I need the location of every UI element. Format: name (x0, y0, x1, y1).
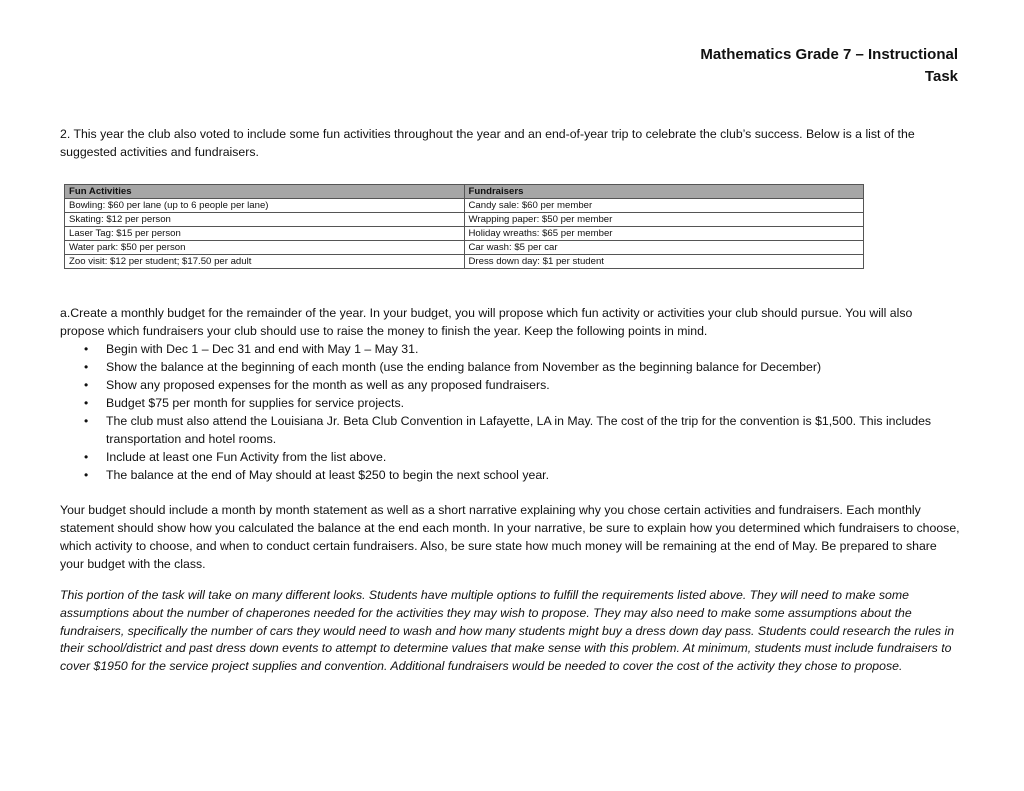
list-item-text: The balance at the end of May should at least $250 to begin the next school year. (106, 468, 549, 482)
bullet-icon: • (84, 342, 89, 356)
column-header-fundraisers: Fundraisers (464, 185, 864, 199)
list-item (60, 340, 946, 358)
bullet-icon: • (84, 414, 89, 428)
table-cell: Skating: $12 per person (65, 213, 465, 227)
table-cell: Zoo visit: $12 per student; $17.50 per adult (65, 255, 465, 269)
table-row (65, 241, 864, 255)
teacher-guidance-paragraph: This portion of the task will take on many different looks. Students have multiple options to fulfill the requirements listed above. They will need to make some assumptions about the number of chaperones needed for the activities they may wish to propose. They may also need to make some assumptions about the fundraisers, specifically the number of cars they would need to wash and how many students might buy a dress down day pass. Students could research the rules in their school/district and past dress down events to attempt to determine values that make sense with this problem. At minimum, students must include fundraisers to cover $1950 for the service project supplies and convention. Additional fundraisers would be needed to cover the cost of the activity they chose to propose. (60, 588, 955, 674)
table-row (65, 213, 864, 227)
bullet-icon: • (84, 468, 89, 482)
table-cell: Car wash: $5 per car (464, 241, 864, 255)
list-item-text: Show any proposed expenses for the month as well as any proposed fundraisers. (106, 378, 550, 392)
bullet-icon: • (84, 360, 89, 374)
header-title-line1: Mathematics Grade 7 – Instructional (700, 46, 958, 63)
bullet-icon: • (84, 378, 89, 392)
bullet-icon: • (84, 450, 89, 464)
list-item-text: Budget $75 per month for supplies for service projects. (106, 396, 405, 410)
list-item (60, 412, 946, 448)
table-cell: Laser Tag: $15 per person (65, 227, 465, 241)
table-header-row (65, 185, 864, 199)
list-item-text: Begin with Dec 1 – Dec 31 and end with May 1 – May 31. (106, 342, 419, 356)
narrative-paragraph: Your budget should include a month by month statement as well as a short narrative explaining why you chose certain activities and fundraisers. Each monthly statement should show how you calculated the balance at the end each month. In your narrative, be sure to explain how you determined which fundraisers to choose, which activity to choose, and when to conduct certain fundraisers. Also, be sure state how much money will be remaining at the end of May. Be prepared to share your budget with the class. (60, 503, 960, 571)
table-cell: Candy sale: $60 per member (464, 199, 864, 213)
list-item (60, 394, 946, 412)
table-row (65, 255, 864, 269)
intro-paragraph: 2. This year the club also voted to include some fun activities throughout the year and an end-of-year trip to celebrate the club’s success. Below is a list of the suggested activities and fundraisers. (60, 127, 915, 159)
list-item (60, 466, 946, 484)
table-cell: Bowling: $60 per lane (up to 6 people per lane) (65, 199, 465, 213)
table-cell: Wrapping paper: $50 per member (464, 213, 864, 227)
table-row (65, 199, 864, 213)
table-cell: Dress down day: $1 per student (464, 255, 864, 269)
requirements-list (60, 340, 960, 484)
column-header-fun-activities: Fun Activities (65, 185, 465, 199)
part-a-section (60, 304, 960, 484)
table-row (65, 227, 864, 241)
list-item (60, 448, 946, 466)
list-item (60, 376, 946, 394)
page-header (628, 44, 958, 88)
table-cell: Holiday wreaths: $65 per member (464, 227, 864, 241)
list-item-text: Include at least one Fun Activity from the list above. (106, 450, 387, 464)
table-cell: Water park: $50 per person (65, 241, 465, 255)
list-item-text: Show the balance at the beginning of each month (use the ending balance from November as the beginning balance for December) (106, 360, 822, 374)
list-item-text: The club must also attend the Louisiana Jr. Beta Club Convention in Lafayette, LA in May. The cost of the trip for the convention is $1,500. This includes transportation and hotel rooms. (106, 414, 932, 446)
header-title-line2: Task (924, 68, 958, 85)
bullet-icon: • (84, 396, 89, 410)
part-a-instructions: a.Create a monthly budget for the remainder of the year. In your budget, you will propose which fun activity or activities your club should pursue. You will also propose which fundraisers your club should use to raise the money to finish the year. Keep the following points in mind. (60, 306, 913, 338)
list-item (60, 358, 946, 376)
activities-fundraisers-table (64, 184, 864, 269)
